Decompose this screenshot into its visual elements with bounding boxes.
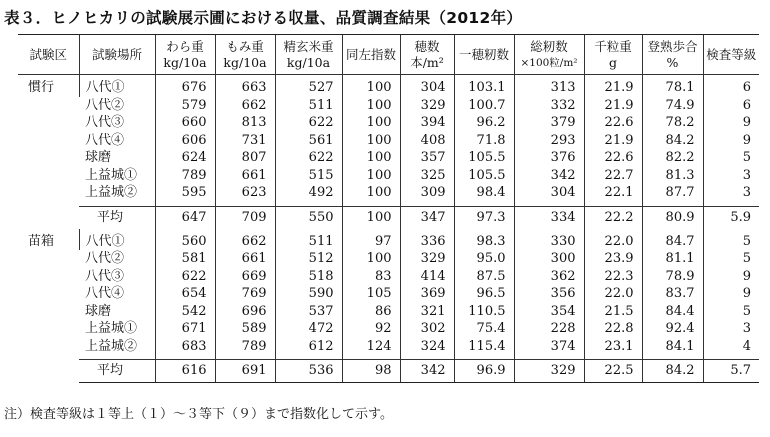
table-row [18,75,759,97]
value-cell: 3 [703,167,759,185]
value-cell: 92.4 [642,320,703,338]
place-cell: 球磨 [85,303,112,319]
results-table [18,34,759,383]
value-cell: 324 [400,338,454,360]
value-cell: 661 [215,167,275,185]
value-cell: 589 [215,320,275,338]
average-value-cell: 347 [400,206,454,229]
value-cell: 325 [400,167,454,185]
place-cell: 八代④ [85,286,125,301]
header-straw: わら重 kg/10a [155,35,215,75]
value-cell: 22.0 [584,229,642,251]
table-row [18,149,759,167]
average-value-cell: 98 [342,360,400,383]
value-cell: 22.1 [584,184,642,206]
value-cell: 78.2 [642,114,703,132]
value-cell: 362 [514,268,584,286]
value-cell: 518 [275,268,342,286]
value-cell: 300 [514,250,584,268]
average-value-cell: 334 [514,206,584,229]
value-cell: 83 [342,268,400,286]
header-paddy: もみ重 kg/10a [215,35,275,75]
value-cell: 661 [215,250,275,268]
group-label: 慣行 [28,80,55,95]
table-row [18,320,759,338]
header-grains-per-panicle: 一穂籾数 [454,35,514,75]
place-cell: 八代④ [85,132,125,148]
value-cell: 87.7 [642,184,703,206]
value-cell: 100.7 [454,97,514,115]
header-place: 試験場所 [79,35,155,75]
average-value-cell: 5.9 [703,206,759,229]
value-cell: 696 [215,303,275,321]
value-cell: 22.8 [584,320,642,338]
header-index: 同左指数 [342,35,400,75]
value-cell: 84.4 [642,303,703,321]
value-cell: 22.7 [584,167,642,185]
value-cell: 321 [400,303,454,321]
value-cell: 98.3 [454,229,514,251]
value-cell: 5 [703,303,759,321]
value-cell: 612 [275,338,342,360]
value-cell: 492 [275,184,342,206]
value-cell: 622 [275,149,342,167]
average-value-cell: 96.9 [454,360,514,383]
value-cell: 9 [703,114,759,132]
place-cell: 上益城② [85,338,138,354]
value-cell: 769 [215,285,275,303]
value-cell: 293 [514,132,584,150]
header-group: 試験区 [18,35,79,75]
table-row [18,97,759,115]
value-cell: 542 [155,303,215,321]
value-cell: 662 [215,97,275,115]
value-cell: 22.0 [584,285,642,303]
value-cell: 683 [155,338,215,360]
value-cell: 21.5 [584,303,642,321]
value-cell: 84.2 [642,132,703,150]
place-cell: 八代① [79,229,155,251]
average-row [18,206,759,229]
value-cell: 330 [514,229,584,251]
value-cell: 676 [155,75,215,97]
value-cell: 357 [400,149,454,167]
value-cell: 23.9 [584,250,642,268]
value-cell: 78.1 [642,75,703,97]
table-row [18,285,759,303]
average-label: 平均 [79,206,155,229]
value-cell: 4 [703,338,759,360]
value-cell: 124 [342,338,400,360]
value-cell: 21.9 [584,97,642,115]
value-cell: 78.9 [642,268,703,286]
value-cell: 581 [155,250,215,268]
value-cell: 6 [703,97,759,115]
value-cell: 662 [215,229,275,251]
value-cell: 3 [703,320,759,338]
value-cell: 96.5 [454,285,514,303]
value-cell: 83.7 [642,285,703,303]
average-value-cell: 616 [155,360,215,383]
average-value-cell: 329 [514,360,584,383]
group-label: 苗箱 [28,233,55,249]
value-cell: 74.9 [642,97,703,115]
value-cell: 105.5 [454,149,514,167]
value-cell: 110.5 [454,303,514,321]
value-cell: 414 [400,268,454,286]
place-cell: 球磨 [85,150,112,165]
value-cell: 789 [215,338,275,360]
value-cell: 9 [703,268,759,286]
value-cell: 9 [703,285,759,303]
value-cell: 6 [703,75,759,97]
average-value-cell: 709 [215,206,275,229]
value-cell: 115.4 [454,338,514,360]
value-cell: 95.0 [454,250,514,268]
average-value-cell: 5.7 [703,360,759,383]
value-cell: 100 [342,149,400,167]
value-cell: 807 [215,149,275,167]
header-thousand-weight: 千粒重 g [584,35,642,75]
value-cell: 9 [703,132,759,150]
average-value-cell: 536 [275,360,342,383]
value-cell: 81.3 [642,167,703,185]
value-cell: 100 [342,132,400,150]
value-cell: 394 [400,114,454,132]
value-cell: 369 [400,285,454,303]
value-cell: 472 [275,320,342,338]
header-panicles: 穂数 本/m² [400,35,454,75]
value-cell: 309 [400,184,454,206]
value-cell: 329 [400,97,454,115]
table-row [18,132,759,150]
value-cell: 100 [342,250,400,268]
value-cell: 100 [342,167,400,185]
value-cell: 654 [155,285,215,303]
table-row [18,114,759,132]
value-cell: 313 [514,75,584,97]
place-cell: 八代② [85,97,125,113]
value-cell: 511 [275,97,342,115]
value-cell: 356 [514,285,584,303]
average-label: 平均 [79,360,155,383]
value-cell: 5 [703,149,759,167]
value-cell: 96.2 [454,114,514,132]
value-cell: 21.9 [584,132,642,150]
average-value-cell: 691 [215,360,275,383]
average-value-cell: 550 [275,206,342,229]
table-row [18,268,759,286]
table-body [18,75,759,383]
average-value-cell: 342 [400,360,454,383]
value-cell: 302 [400,320,454,338]
header-total-grains: 総籾数 ×100粒/m² [514,35,584,75]
value-cell: 100 [342,114,400,132]
value-cell: 537 [275,303,342,321]
average-value-cell: 100 [342,206,400,229]
value-cell: 86 [342,303,400,321]
value-cell: 622 [155,268,215,286]
value-cell: 22.6 [584,114,642,132]
table-row [18,338,759,360]
value-cell: 671 [155,320,215,338]
value-cell: 105.5 [454,167,514,185]
value-cell: 100 [342,75,400,97]
value-cell: 228 [514,320,584,338]
place-cell: 八代③ [85,115,125,130]
average-value-cell: 22.5 [584,360,642,383]
value-cell: 663 [215,75,275,97]
value-cell: 512 [275,250,342,268]
place-cell: 八代② [85,251,125,266]
table-row [18,229,759,251]
value-cell: 731 [215,132,275,150]
value-cell: 560 [155,229,215,251]
value-cell: 622 [275,114,342,132]
value-cell: 336 [400,229,454,251]
value-cell: 511 [275,229,342,251]
value-cell: 354 [514,303,584,321]
value-cell: 374 [514,338,584,360]
value-cell: 84.7 [642,229,703,251]
header-grade: 検査等級 [703,35,759,75]
place-cell: 上益城② [85,185,138,200]
place-cell: 上益城① [85,321,138,336]
value-cell: 100 [342,184,400,206]
value-cell: 100 [342,97,400,115]
average-value-cell: 97.3 [454,206,514,229]
value-cell: 606 [155,132,215,150]
value-cell: 71.8 [454,132,514,150]
value-cell: 590 [275,285,342,303]
value-cell: 579 [155,97,215,115]
value-cell: 81.1 [642,250,703,268]
value-cell: 75.4 [454,320,514,338]
value-cell: 813 [215,114,275,132]
footnote: 注）検査等級は１等上（１）～３等下（９）まで指数化して示す。 [4,407,393,422]
place-cell: 八代③ [85,268,125,284]
value-cell: 623 [215,184,275,206]
value-cell: 22.6 [584,149,642,167]
value-cell: 105 [342,285,400,303]
table-title: 表３．ヒノヒカリの試験展示圃における収量、品質調査結果（2012年） [4,9,523,27]
average-value-cell: 84.2 [642,360,703,383]
value-cell: 624 [155,149,215,167]
value-cell: 789 [155,167,215,185]
value-cell: 5 [703,229,759,251]
value-cell: 92 [342,320,400,338]
value-cell: 379 [514,114,584,132]
place-cell: 八代① [79,75,155,97]
value-cell: 3 [703,184,759,206]
table-row [18,184,759,206]
value-cell: 660 [155,114,215,132]
value-cell: 527 [275,75,342,97]
value-cell: 332 [514,97,584,115]
table-row [18,167,759,185]
value-cell: 5 [703,250,759,268]
average-value-cell: 22.2 [584,206,642,229]
value-cell: 21.9 [584,75,642,97]
header-ripening: 登熟歩合 % [642,35,703,75]
average-value-cell: 647 [155,206,215,229]
value-cell: 98.4 [454,184,514,206]
value-cell: 408 [400,132,454,150]
average-row [18,360,759,383]
value-cell: 84.1 [642,338,703,360]
value-cell: 23.1 [584,338,642,360]
value-cell: 22.3 [584,268,642,286]
table-row [18,250,759,268]
value-cell: 329 [400,250,454,268]
value-cell: 304 [514,184,584,206]
table-row [18,303,759,321]
value-cell: 376 [514,149,584,167]
value-cell: 304 [400,75,454,97]
value-cell: 87.5 [454,268,514,286]
header-brown-rice: 精玄米重 kg/10a [275,35,342,75]
value-cell: 669 [215,268,275,286]
value-cell: 342 [514,167,584,185]
place-cell: 上益城① [85,167,138,183]
average-value-cell: 80.9 [642,206,703,229]
value-cell: 82.2 [642,149,703,167]
value-cell: 103.1 [454,75,514,97]
header-row [18,35,759,75]
value-cell: 595 [155,184,215,206]
value-cell: 97 [342,229,400,251]
value-cell: 515 [275,167,342,185]
value-cell: 561 [275,132,342,150]
